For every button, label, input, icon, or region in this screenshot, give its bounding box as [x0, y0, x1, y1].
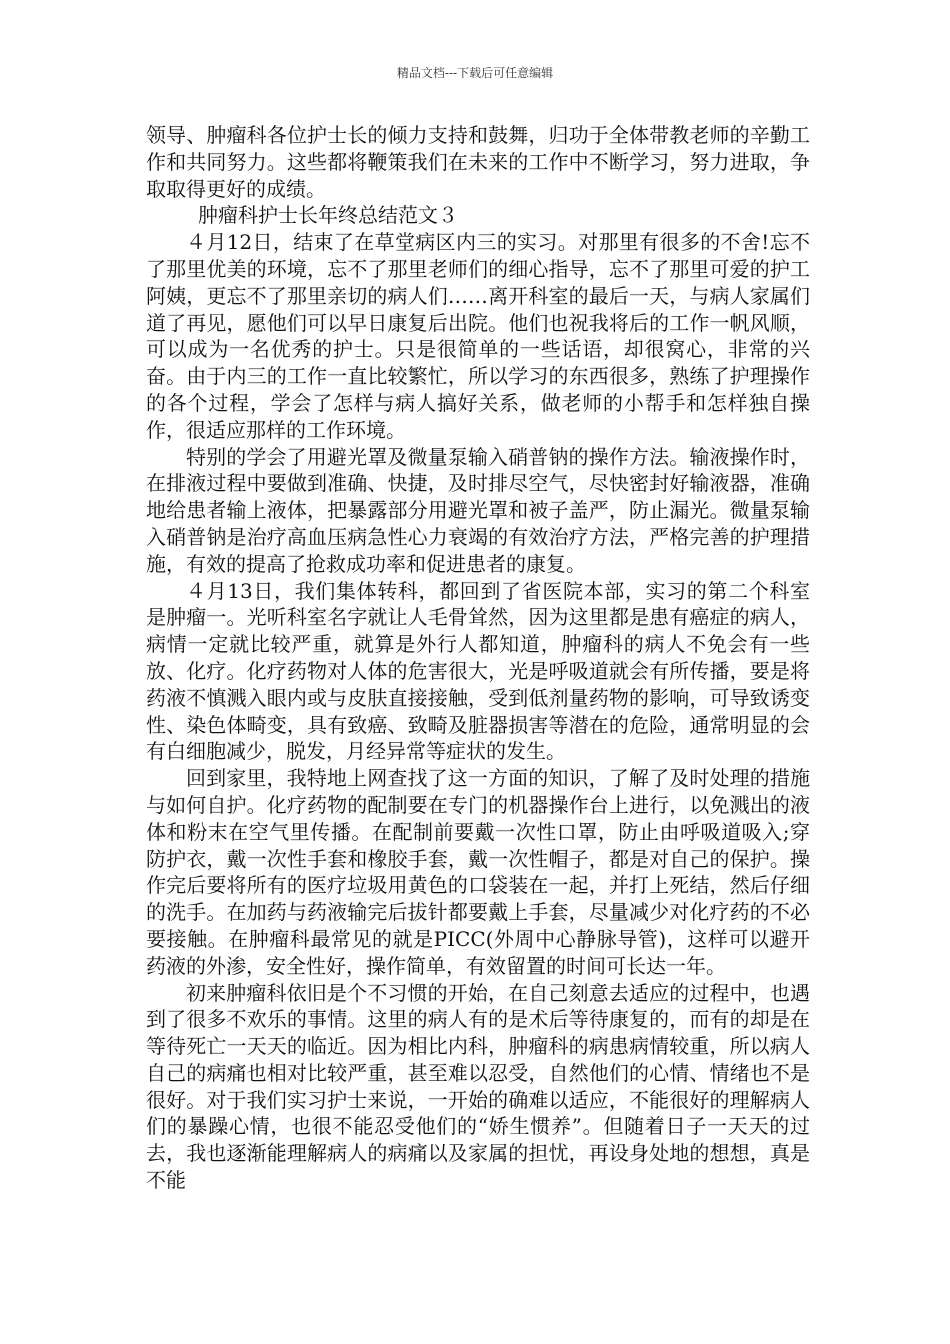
paragraph: 特别的学会了用避光罩及微量泵输入硝普钠的操作方法。输液操作时，在排液过程中要做到准确、快捷，及时排尽空气，尽快密封好输液器，准确地给患者输上液体，把暴露部分用避光罩和被子盖严，防止漏光。微量泵输入硝普钠是治疗高血压病急性心力衰竭的有效治疗方法，严格完善的护理措施，有效的提高了抢救成功率和促进患者的康复。 [146, 444, 810, 576]
document-body [146, 122, 810, 1194]
page-header: 精品文档---下载后可任意编辑 [396, 66, 554, 80]
paragraph: 初来肿瘤科依旧是个不习惯的开始，在自己刻意去适应的过程中，也遇到了很多不欢乐的事情。这里的病人有的是术后等待康复的，而有的却是在等待死亡一天天的临近。因为相比内科，肿瘤科的病患病情较重，所以病人自己的病痛也相对比较严重，甚至难以忍受，自然他们的心情、情绪也不是很好。对于我们实习护士来说，一开始的确难以适应，不能很好的理解病人们的暴躁心情，也很不能忍受他们的“娇生惯养”。但随着日子一天天的过去，我也逐渐能理解病人的病痛以及家属的担忧，再设身处地的想想，真是不能 [146, 980, 810, 1193]
paragraph: ４月13日，我们集体转科，都回到了省医院本部，实习的第二个科室是肿瘤一。光听科室名字就让人毛骨耸然，因为这里都是患有癌症的病人，病情一定就比较严重，就算是外行人都知道，肿瘤科的病人不免会有一些放、化疗。化疗药物对人体的危害很大，光是呼吸道就会有所传播，要是将药液不慎溅入眼内或与皮肤直接接触，受到低剂量药物的影响，可导致诱变性、染色体畸变，具有致癌、致畸及脏器损害等潜在的危险，通常明显的会有白细胞减少，脱发，月经异常等症状的发生。 [146, 578, 810, 764]
section-heading: 肿瘤科护士长年终总结范文３ [198, 203, 458, 228]
paragraph-continuation: 领导、肿瘤科各位护士长的倾力支持和鼓舞，归功于全体带教老师的辛勤工作和共同努力。这些都将鞭策我们在未来的工作中不断学习，努力进取，争取取得更好的成绩。 [146, 123, 810, 201]
paragraph: 回到家里，我特地上网查找了这一方面的知识，了解了及时处理的措施与如何自护。化疗药物的配制要在专门的机器操作台上进行，以免溅出的液体和粉末在空气里传播。在配制前要戴一次性口罩，防止由呼吸道吸入;穿防护衣，戴一次性手套和橡胶手套，戴一次性帽子，都是对自己的保护。操作完后要将所有的医疗垃圾用黄色的口袋装在一起，并打上死结，然后仔细的洗手。在加药与药液输完后拔针都要戴上手套，尽量减少对化疗药的不必要接触。在肿瘤科最常见的就是PICC(外周中心静脉导管)，这样可以避开药液的外渗，安全性好，操作简单，有效留置的时间可长达一年。 [146, 766, 810, 978]
paragraph: ４月12日，结束了在草堂病区内三的实习。对那里有很多的不舍!忘不了那里优美的环境，忘不了那里老师们的细心指导，忘不了那里可爱的护工阿姨，更忘不了那里亲切的病人们……离开科室的最后一天，与病人家属们道了再见，愿他们可以早日康复后出院。他们也祝我将后的工作一帆风顺，可以成为一名优秀的护士。只是很简单的一些话语，却很窝心，非常的兴奋。由于内三的工作一直比较繁忙，所以学习的东西很多，熟练了护理操作的各个过程，学会了怎样与病人搞好关系，做老师的小帮手和怎样独自操作，很适应那样的工作环境。 [146, 230, 810, 442]
